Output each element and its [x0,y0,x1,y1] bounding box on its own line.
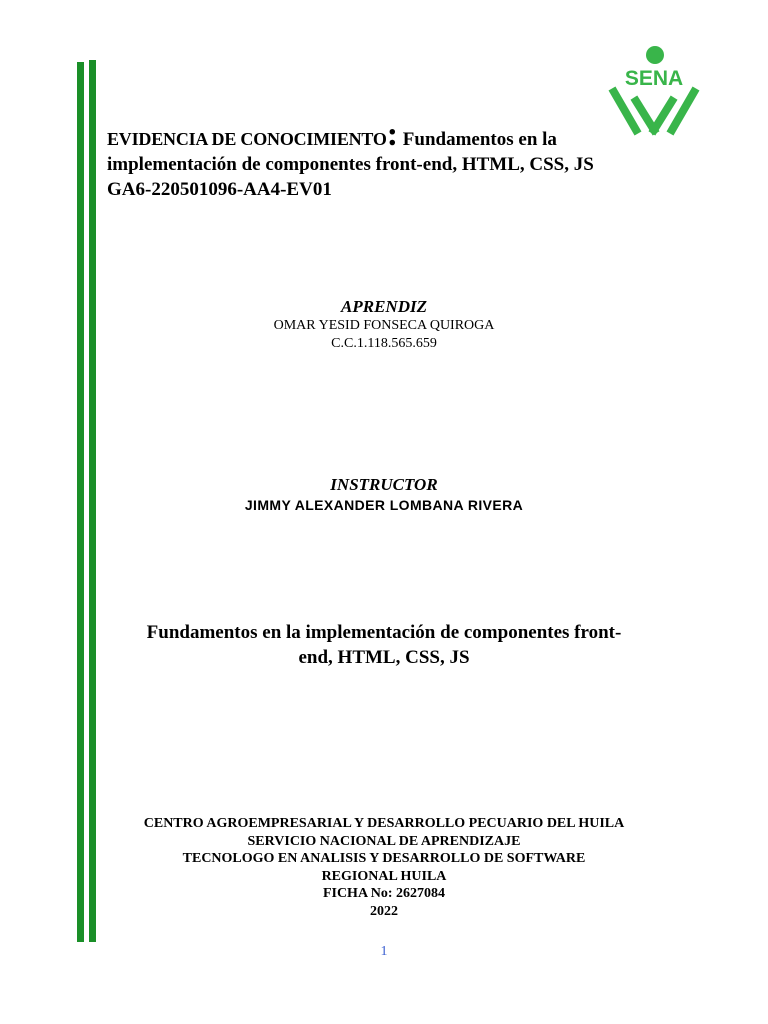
aprendiz-name: OMAR YESID FONSECA QUIROGA [273,318,495,333]
program-name: TECNOLOGO EN ANALISIS Y DESARROLLO DE SOFTWARE [182,851,586,866]
title-colon: : [386,116,399,153]
ficha-number: FICHA No: 2627084 [322,886,446,901]
left-green-bar-inner [89,60,96,942]
sena-logo-figure-icon [614,92,694,130]
sena-logo [606,44,702,140]
document-title [107,116,667,202]
sena-logo-text: SENA [624,67,684,90]
subject-line1: Fundamentos en la implementación de componentes front- [146,622,622,643]
aprendiz-id: C.C.1.118.565.659 [331,336,437,351]
aprendiz-block [100,297,668,353]
institution-block [100,815,668,920]
title-rest: Fundamentos en la [398,129,557,150]
title-code: GA6-220501096-AA4-EV01 [107,179,332,200]
left-green-bar [77,62,84,942]
regional-name: REGIONAL HUILA [321,868,447,884]
subject-line2: end, HTML, CSS, JS [298,647,470,668]
page-number: 1 [380,944,388,959]
title-line2: implementación de componentes front-end, HTML, CSS, JS [107,154,594,175]
sena-logo-head-icon [646,46,664,64]
year: 2022 [370,903,398,919]
instructor-name: JIMMY ALEXANDER LOMBANA RIVERA [244,497,524,513]
instructor-block [100,475,668,515]
subject-block [100,620,668,670]
service-name: SERVICIO NACIONAL DE APRENDIZAJE [247,833,521,849]
aprendiz-label: APRENDIZ [341,297,427,316]
instructor-label: INSTRUCTOR [330,475,438,494]
title-lead: EVIDENCIA DE CONOCIMIENTO [107,129,387,149]
center-name: CENTRO AGROEMPRESARIAL Y DESARROLLO PECUARIO DEL HUILA [143,816,625,831]
